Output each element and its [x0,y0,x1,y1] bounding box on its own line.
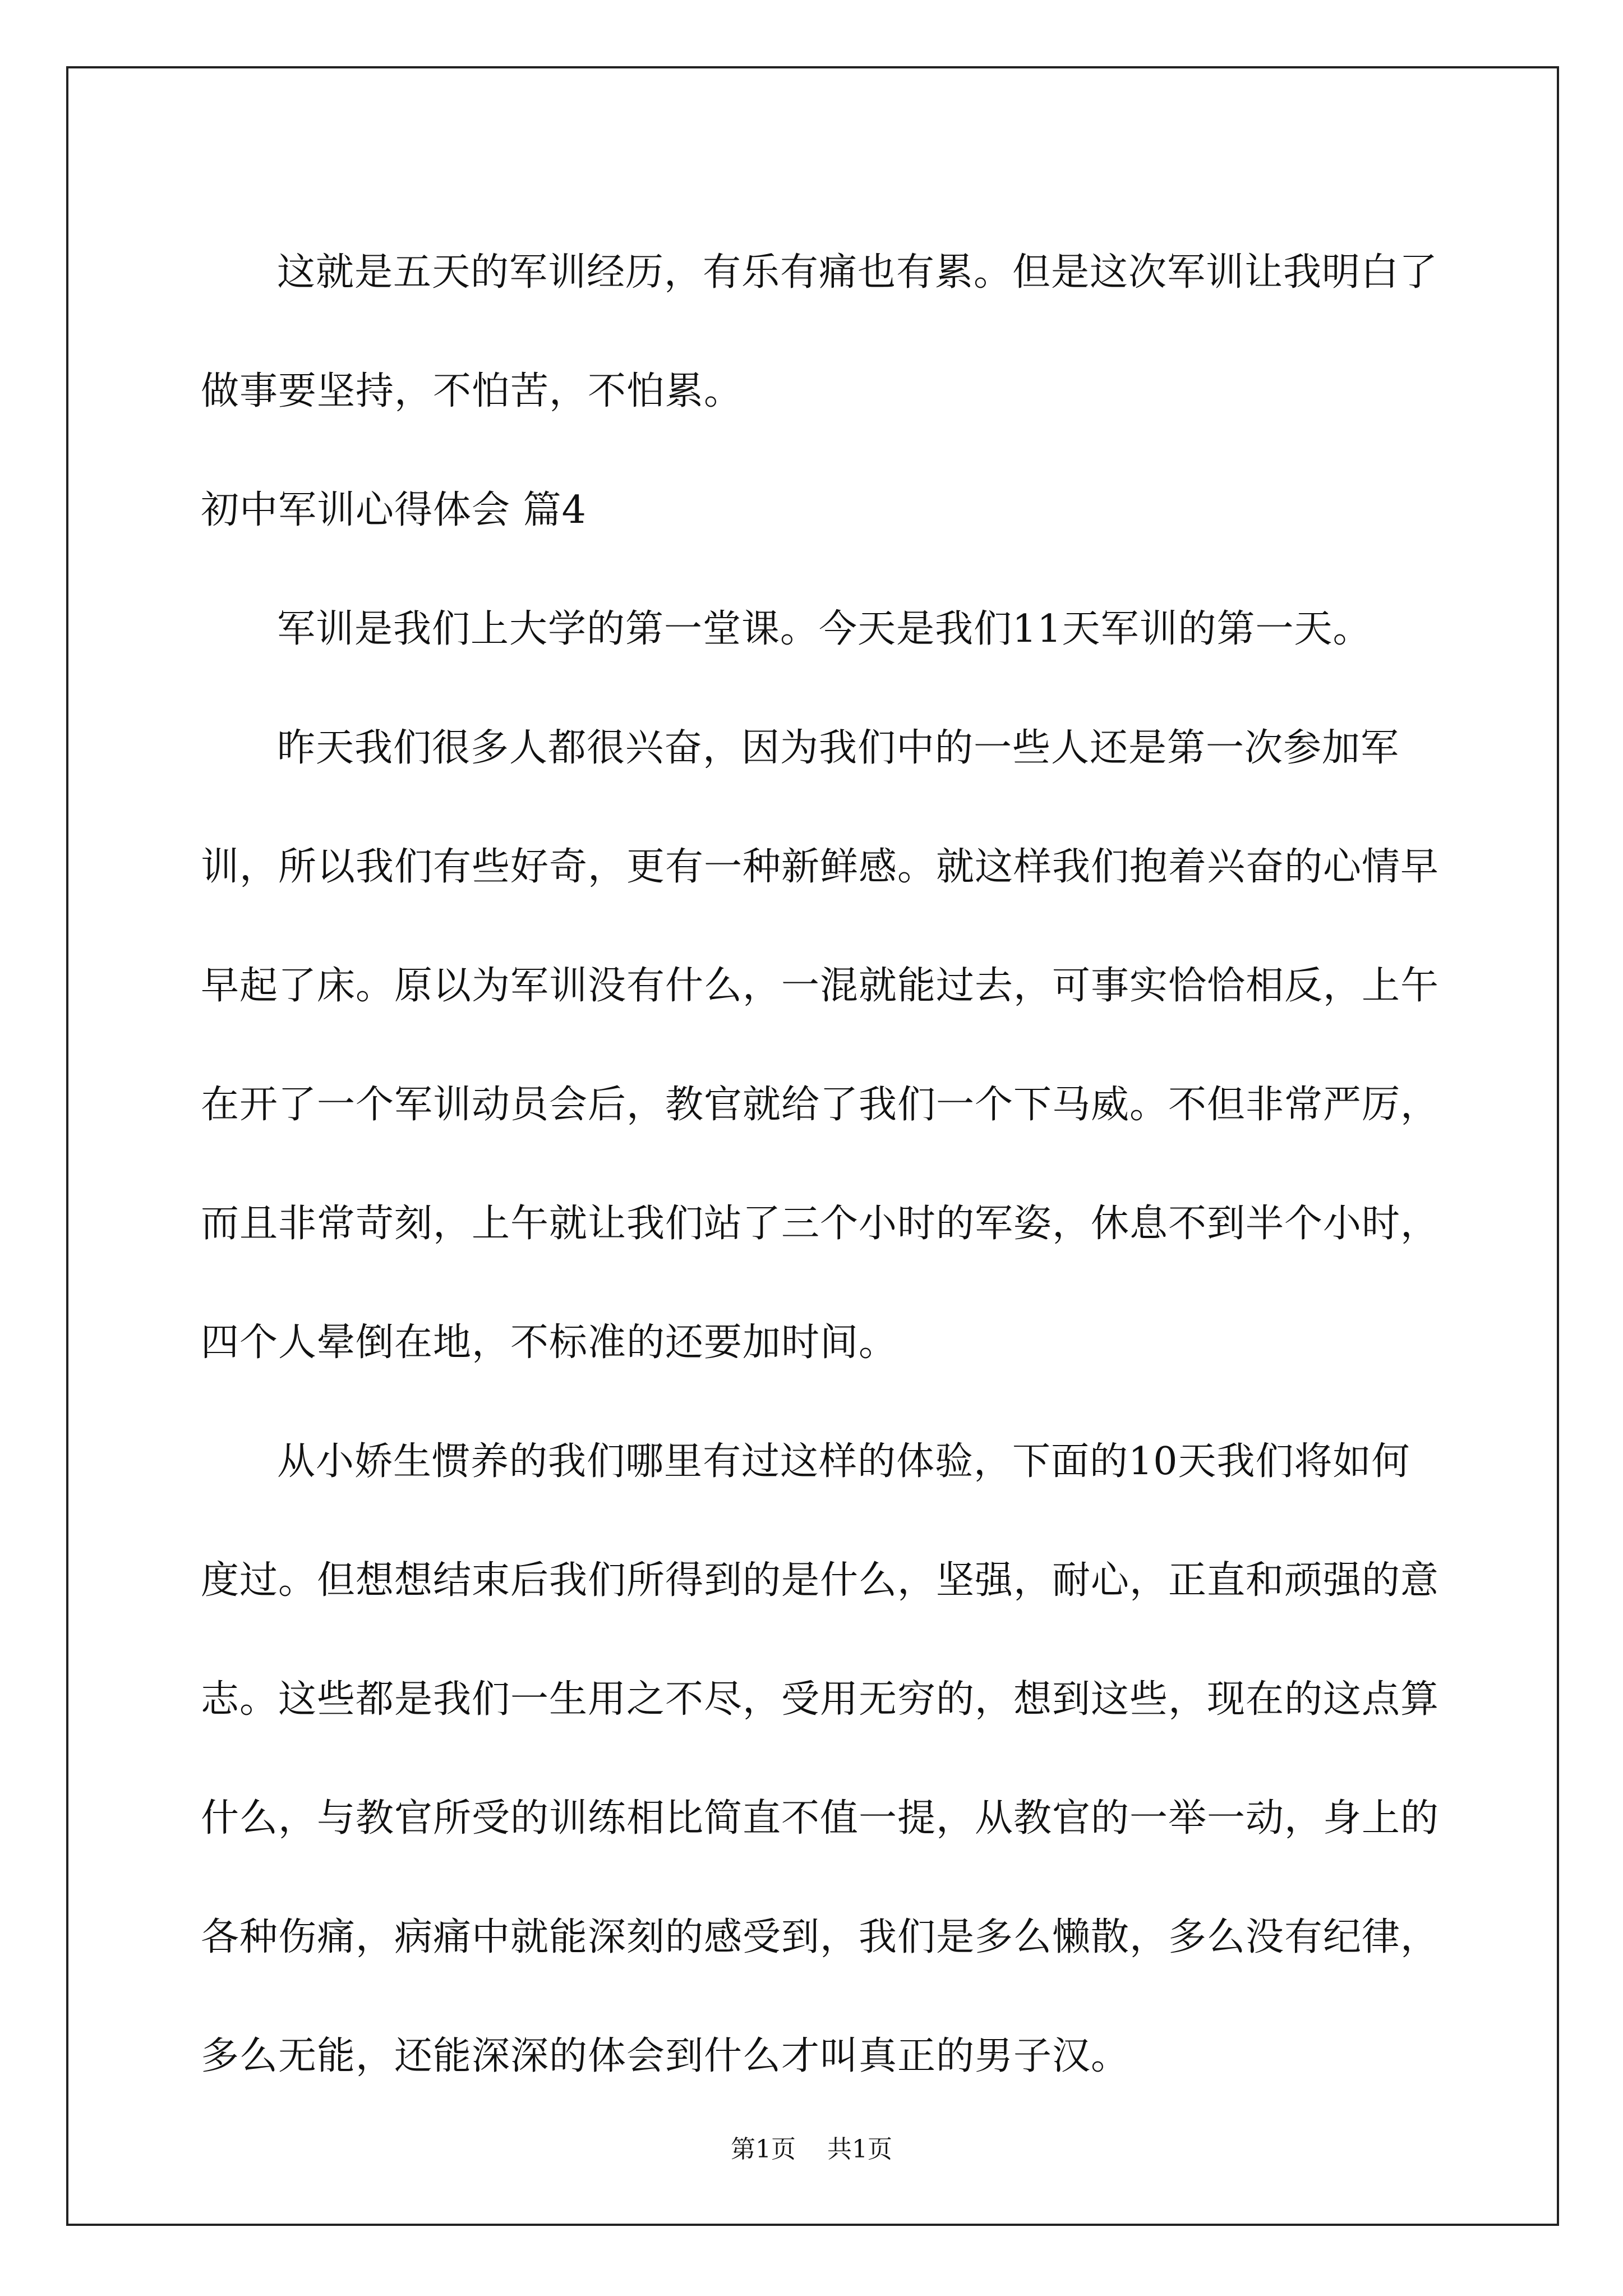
page-number-current: 第1页 [731,2135,796,2164]
section-heading: 初中军训心得体会 篇4 [201,488,587,532]
paragraph-conclusion: 这就是五天的军训经历，有乐有痛也有累。但是这次军训让我明白了做事要坚持，不怕苦，不怕累。 [201,250,1438,413]
page-footer [0,2133,1623,2166]
paragraph-first-day: 昨天我们很多人都很兴奋，因为我们中的一些人还是第一次参加军训，所以我们有些好奇，更有一种新鲜感。就这样我们抱着兴奋的心情早早起了床。原以为军训没有什么，一混就能过去，可事实恰恰相反，上午在开了一个军训动员会后，教官就给了我们一个下马威。不但非常严厉，而且非常苛刻，上午就让我们站了三个小时的军姿，休息不到半个小时，四个人晕倒在地，不标准的还要加时间。 [201,726,1440,1365]
paragraph-reflection: 从小娇生惯养的我们哪里有过这样的体验，下面的10天我们将如何度过。但想想结束后我们所得到的是什么，坚强，耐心，正直和顽强的意志。这些都是我们一生用之不尽，受用无穷的，想到这些，现在的这点算什么，与教官所受的训练相比简直不值一提，从教官的一举一动，身上的各种伤痛，病痛中就能深刻的感受到，我们是多么懒散，多么没有纪律，多么无能，还能深深的体会到什么才叫真正的男子汉。 [201,1439,1440,2078]
paragraph-intro: 军训是我们上大学的第一堂课。今天是我们11天军训的第一天。 [277,607,1372,651]
page-number-total: 共1页 [827,2135,892,2164]
document-body [201,213,1440,2116]
